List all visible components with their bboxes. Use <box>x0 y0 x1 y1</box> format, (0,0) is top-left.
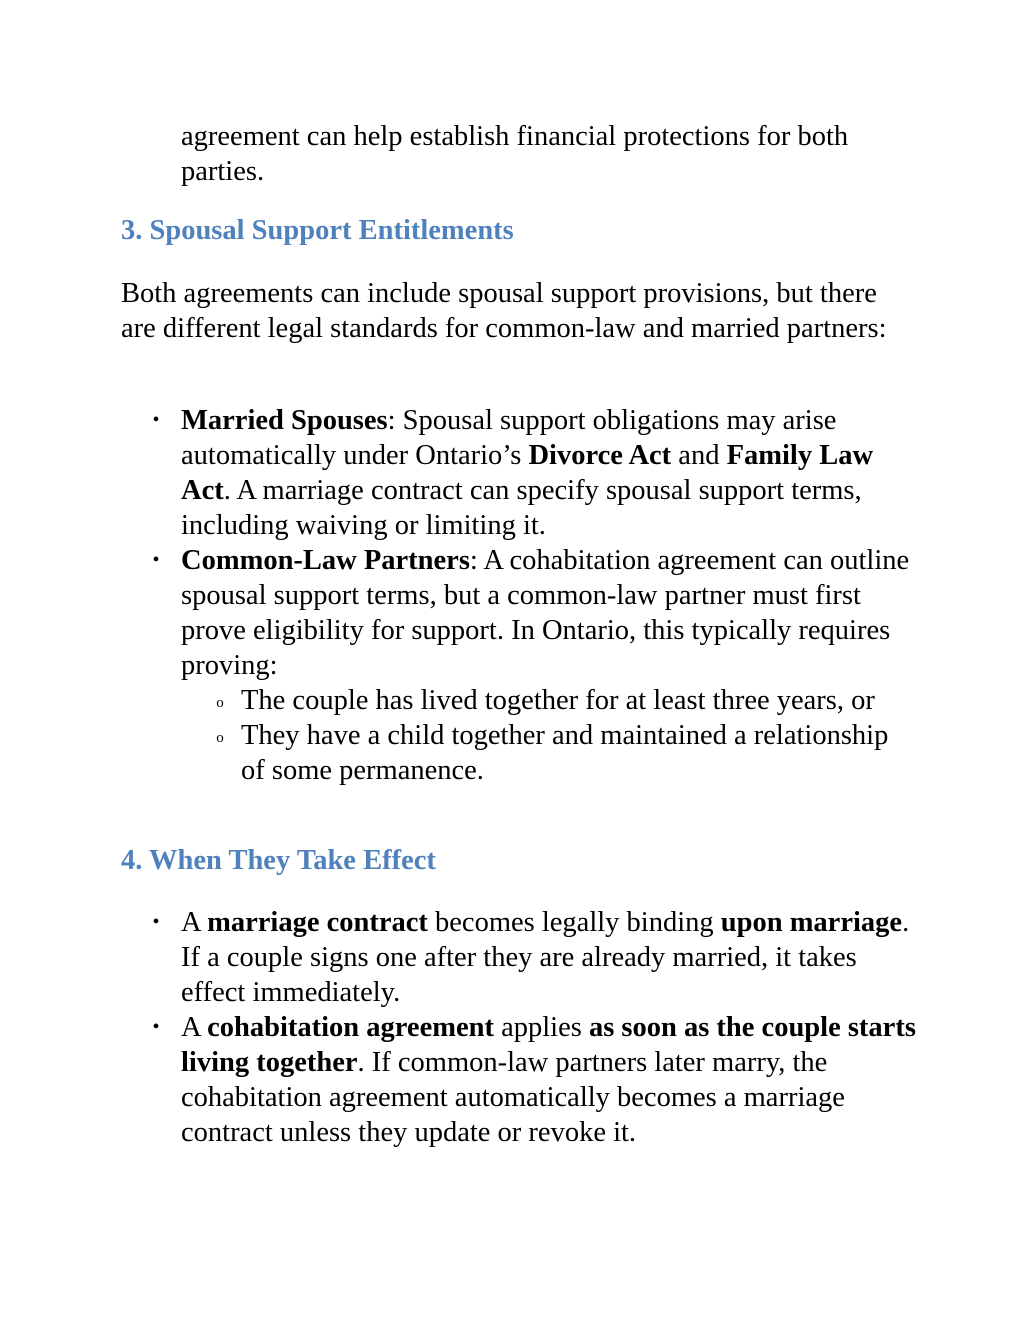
term-common-law-partners: Common-Law Partners <box>181 545 470 576</box>
term-upon-marriage: upon marriage <box>720 907 903 938</box>
sub-list-item: o The couple has lived together for at least three years, or <box>241 683 891 718</box>
section-3-intro-paragraph: Both agreements can include spousal support provisions, but there are different legal standards for common-law and married partners: <box>121 278 887 344</box>
bullet-icon: • <box>152 1016 160 1038</box>
section-3-bullet-list <box>152 403 916 788</box>
eligibility-sub-list <box>181 683 916 788</box>
term-married-spouses: Married Spouses <box>181 405 388 436</box>
list-item-marriage-contract: • A marriage contract becomes legally binding upon marriage. If a couple signs one after they are already married, it takes effect immediately. <box>181 905 916 1010</box>
bullet-icon: • <box>152 549 160 571</box>
list-item-common-law-partners: • Common-Law Partners: A cohabitation agreement can outline spousal support terms, but a common-law partner must first prove eligibility for support. In Ontario, this typically requires proving: o The couple has lived together for at least three years, or o They have a child together and maintained a relationship of some permanence. <box>181 543 916 788</box>
bullet-icon: • <box>152 409 160 431</box>
list-item-cohabitation-agreement: • A cohabitation agreement applies as soon as the couple starts living together. If common-law partners later marry, the cohabitation agreement automatically becomes a marriage contract unless they update or revoke it. <box>181 1010 916 1150</box>
term-marriage-contract: marriage contract <box>207 907 428 938</box>
sub-list-item: o They have a child together and maintained a relationship of some permanence. <box>241 718 891 788</box>
term-family-law-act: Family Law Act <box>181 440 874 506</box>
section-4-bullet-list <box>152 905 916 1150</box>
hollow-bullet-icon: o <box>216 695 224 711</box>
continuation-paragraph: agreement can help establish financial protections for both parties. <box>181 121 849 187</box>
hollow-bullet-icon: o <box>216 730 224 746</box>
bullet-icon: • <box>152 911 160 933</box>
term-living-together: as soon as the couple starts living together <box>181 1012 916 1078</box>
term-divorce-act: Divorce Act <box>528 440 672 471</box>
list-item-married-spouses: • Married Spouses: Spousal support obligations may arise automatically under Ontario’s Divorce Act and Family Law Act. A marriage contract can specify spousal support terms, including waiving or limiting it. <box>181 403 916 543</box>
section-4-heading: 4. When They Take Effect <box>121 845 436 876</box>
section-3-heading: 3. Spousal Support Entitlements <box>121 215 514 246</box>
term-cohabitation-agreement: cohabitation agreement <box>207 1012 494 1043</box>
